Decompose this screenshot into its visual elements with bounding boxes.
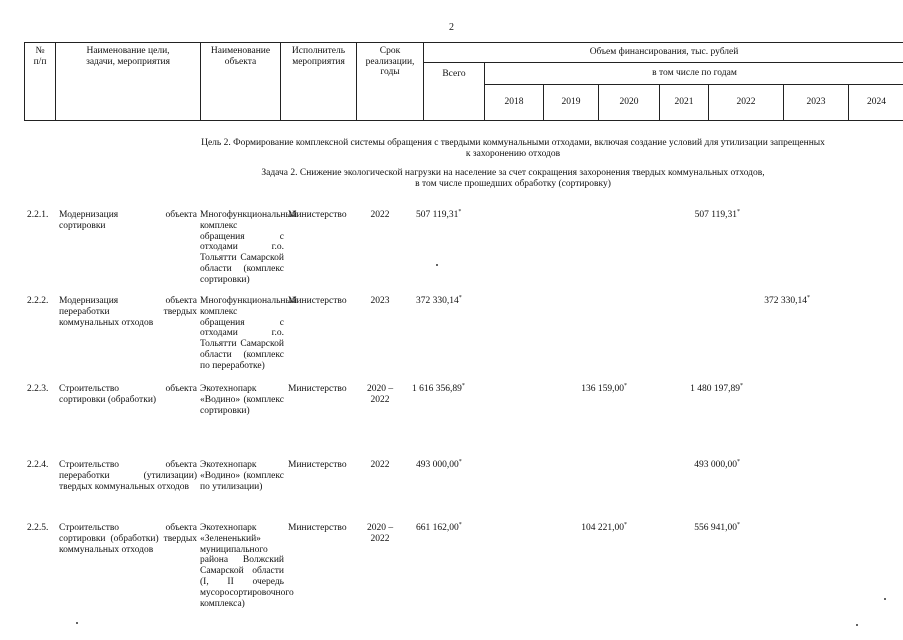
header-year: 2018: [485, 85, 544, 121]
footnote-mark: *: [458, 521, 462, 528]
row-total: 493 000,00*: [416, 458, 462, 470]
row-total: 372 330,14*: [416, 294, 462, 306]
scan-speck: [884, 598, 886, 600]
header-year: 2022: [709, 85, 784, 121]
row-object: Многофункциональный комплекс обращения с отходами г.о. Тольятти Самарской области (комплекс сортировки): [200, 210, 297, 285]
header-year: 2020: [599, 85, 660, 121]
header-year: 2023: [784, 85, 849, 121]
row-number: 2.2.2.: [27, 296, 49, 306]
row-term: 2022: [370, 460, 390, 470]
row-term: 2020 – 2022: [366, 384, 394, 405]
row-term: 2020 – 2022: [366, 523, 394, 544]
row-total: 1 616 356,89*: [412, 382, 465, 394]
row-number: 2.2.4.: [27, 460, 49, 470]
footnote-mark: *: [458, 208, 462, 215]
scan-speck: [856, 624, 858, 626]
row-value-2022: 507 119,31*: [694, 208, 740, 220]
row-object: Многофункциональный комплекс обращения с отходами г.о. Тольятти Самарской области (комплекс по переработке): [200, 296, 297, 371]
footnote-mark: *: [624, 521, 627, 528]
row-total: 661 162,00*: [416, 521, 462, 533]
row-value-2020: 104 221,00*: [581, 521, 627, 533]
footnote-mark: *: [461, 382, 465, 389]
table-header: [24, 42, 903, 121]
header-col-num: № п/п: [25, 43, 56, 121]
row-name: Строительство объекта переработки (утилизации) твердых коммунальных отходов: [59, 460, 197, 492]
header-col-funding: Объем финансирования, тыс. рублей: [424, 43, 903, 63]
header-year: 2024: [849, 85, 903, 121]
header-col-term: Срок реализации, годы: [357, 43, 424, 121]
header-col-by-years: в том числе по годам: [485, 63, 903, 85]
header-year: 2019: [544, 85, 599, 121]
header-col-object: Наименование объекта: [201, 43, 281, 121]
footnote-mark: *: [458, 294, 462, 301]
row-executor: Министерство: [288, 523, 347, 533]
footnote-mark: *: [740, 382, 743, 389]
row-value-2022: 493 000,00*: [694, 458, 740, 470]
row-value-2022: 1 480 197,89*: [690, 382, 743, 394]
footnote-mark: *: [737, 458, 740, 465]
footnote-mark: *: [807, 294, 810, 301]
row-total: 507 119,31*: [416, 208, 462, 220]
row-number: 2.2.5.: [27, 523, 49, 533]
row-value-2020: 136 159,00*: [581, 382, 627, 394]
row-term: 2022: [370, 210, 390, 220]
row-name: Модернизация объекта переработки твердых коммунальных отходов: [59, 296, 197, 328]
goal-heading: Цель 2. Формирование комплексной системы обращения с твердыми коммунальными отходами, включая создание условий для утилизации запрещенных к захоронению отходов: [201, 138, 825, 159]
row-object: Экотехнопарк «Водино» (комплекс по утилизации): [200, 460, 284, 492]
footnote-mark: *: [737, 208, 740, 215]
row-name: Строительство объекта сортировки (обработки): [59, 384, 197, 405]
row-executor: Министерство: [288, 384, 347, 394]
row-object: Экотехнопарк «Водино» (комплекс сортировки): [200, 384, 284, 416]
scan-speck: [76, 622, 78, 624]
task-heading: Задача 2. Снижение экологической нагрузки на население за счет сокращения захоронения твердых коммунальных отходов, в том числе прошедших обработку (сортировку): [261, 168, 765, 189]
footnote-mark: *: [737, 521, 740, 528]
scan-speck: [436, 264, 438, 266]
row-executor: Министерство: [288, 460, 347, 470]
header-col-goal: Наименование цели, задачи, мероприятия: [56, 43, 201, 121]
page-number: 2: [449, 22, 454, 33]
row-object: Экотехнопарк «Зелененький» муниципального района Волжский Самарской области (I, II очередь мусоросортировочного комплекса): [200, 523, 294, 609]
header-col-total: Всего: [424, 63, 485, 121]
row-value-2023: 372 330,14*: [764, 294, 810, 306]
row-number: 2.2.3.: [27, 384, 49, 394]
header-year: 2021: [660, 85, 709, 121]
row-value-2022: 556 941,00*: [694, 521, 740, 533]
row-executor: Министерство: [288, 210, 347, 220]
row-number: 2.2.1.: [27, 210, 49, 220]
row-name: Модернизация объекта сортировки: [59, 210, 197, 231]
footnote-mark: *: [458, 458, 462, 465]
header-col-executor: Исполнитель мероприятия: [281, 43, 357, 121]
footnote-mark: *: [624, 382, 627, 389]
row-executor: Министерство: [288, 296, 347, 306]
row-name: Строительство объекта сортировки (обработки) твердых коммунальных отходов: [59, 523, 197, 555]
row-term: 2023: [370, 296, 390, 306]
